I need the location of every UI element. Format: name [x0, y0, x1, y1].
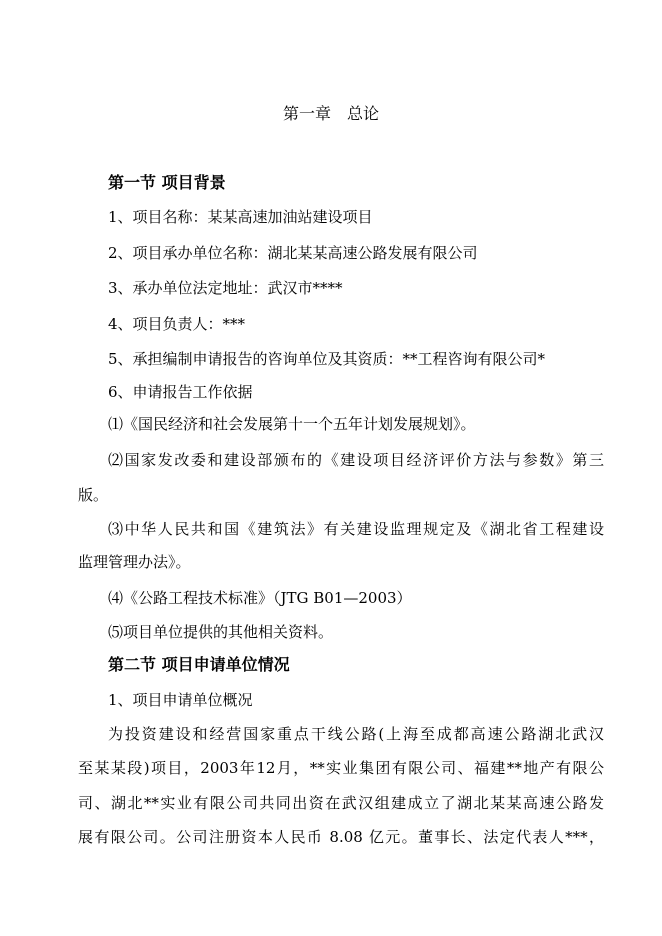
section-heading: 第一节 项目背景 — [108, 173, 226, 192]
paragraph-line: 司、湖北**实业有限公司共同出资在武汉组建成立了湖北某某高速公路发 — [78, 794, 604, 812]
basis-item: ⑸项目单位提供的其他相关资料。 — [108, 623, 334, 641]
section-heading: 第二节 项目申请单位情况 — [108, 655, 290, 674]
list-item: 2、项目承办单位名称：湖北某某高速公路发展有限公司 — [108, 244, 478, 262]
basis-item: ⑷《公路工程技术标准》（JTG B01—2003） — [108, 589, 412, 607]
list-item: 5、承担编制申请报告的咨询单位及其资质：**工程咨询有限公司* — [108, 350, 546, 368]
list-item: 4、项目负责人：*** — [108, 315, 246, 333]
paragraph-line: 至某某段)项目，2003年12月，**实业集团有限公司、福建**地产有限公 — [78, 759, 604, 777]
basis-item: ⑴《国民经济和社会发展第十一个五年计划发展规划》。 — [108, 415, 476, 433]
list-item: 3、承办单位法定地址：武汉市**** — [108, 279, 343, 297]
basis-item-continuation: 版。 — [78, 486, 109, 504]
list-item: 1、项目名称：某某高速加油站建设项目 — [108, 208, 373, 226]
subsection-heading: 1、项目申请单位概况 — [108, 691, 253, 709]
paragraph-line: 为投资建设和经营国家重点干线公路(上海至成都高速公路湖北武汉 — [108, 725, 604, 743]
basis-item-continuation: 监理管理办法》。 — [78, 553, 191, 571]
basis-item: ⑵国家发改委和建设部颁布的《建设项目经济评价方法与参数》第三 — [108, 451, 604, 469]
basis-item: ⑶中华人民共和国《建筑法》有关建设监理规定及《湖北省工程建设 — [108, 520, 604, 538]
chapter-title: 第一章 总论 — [282, 104, 379, 123]
paragraph-line: 展有限公司。公司注册资本人民币 8.08 亿元。董事长、法定代表人***， — [78, 828, 604, 846]
list-item: 6、申请报告工作依据 — [108, 383, 253, 401]
